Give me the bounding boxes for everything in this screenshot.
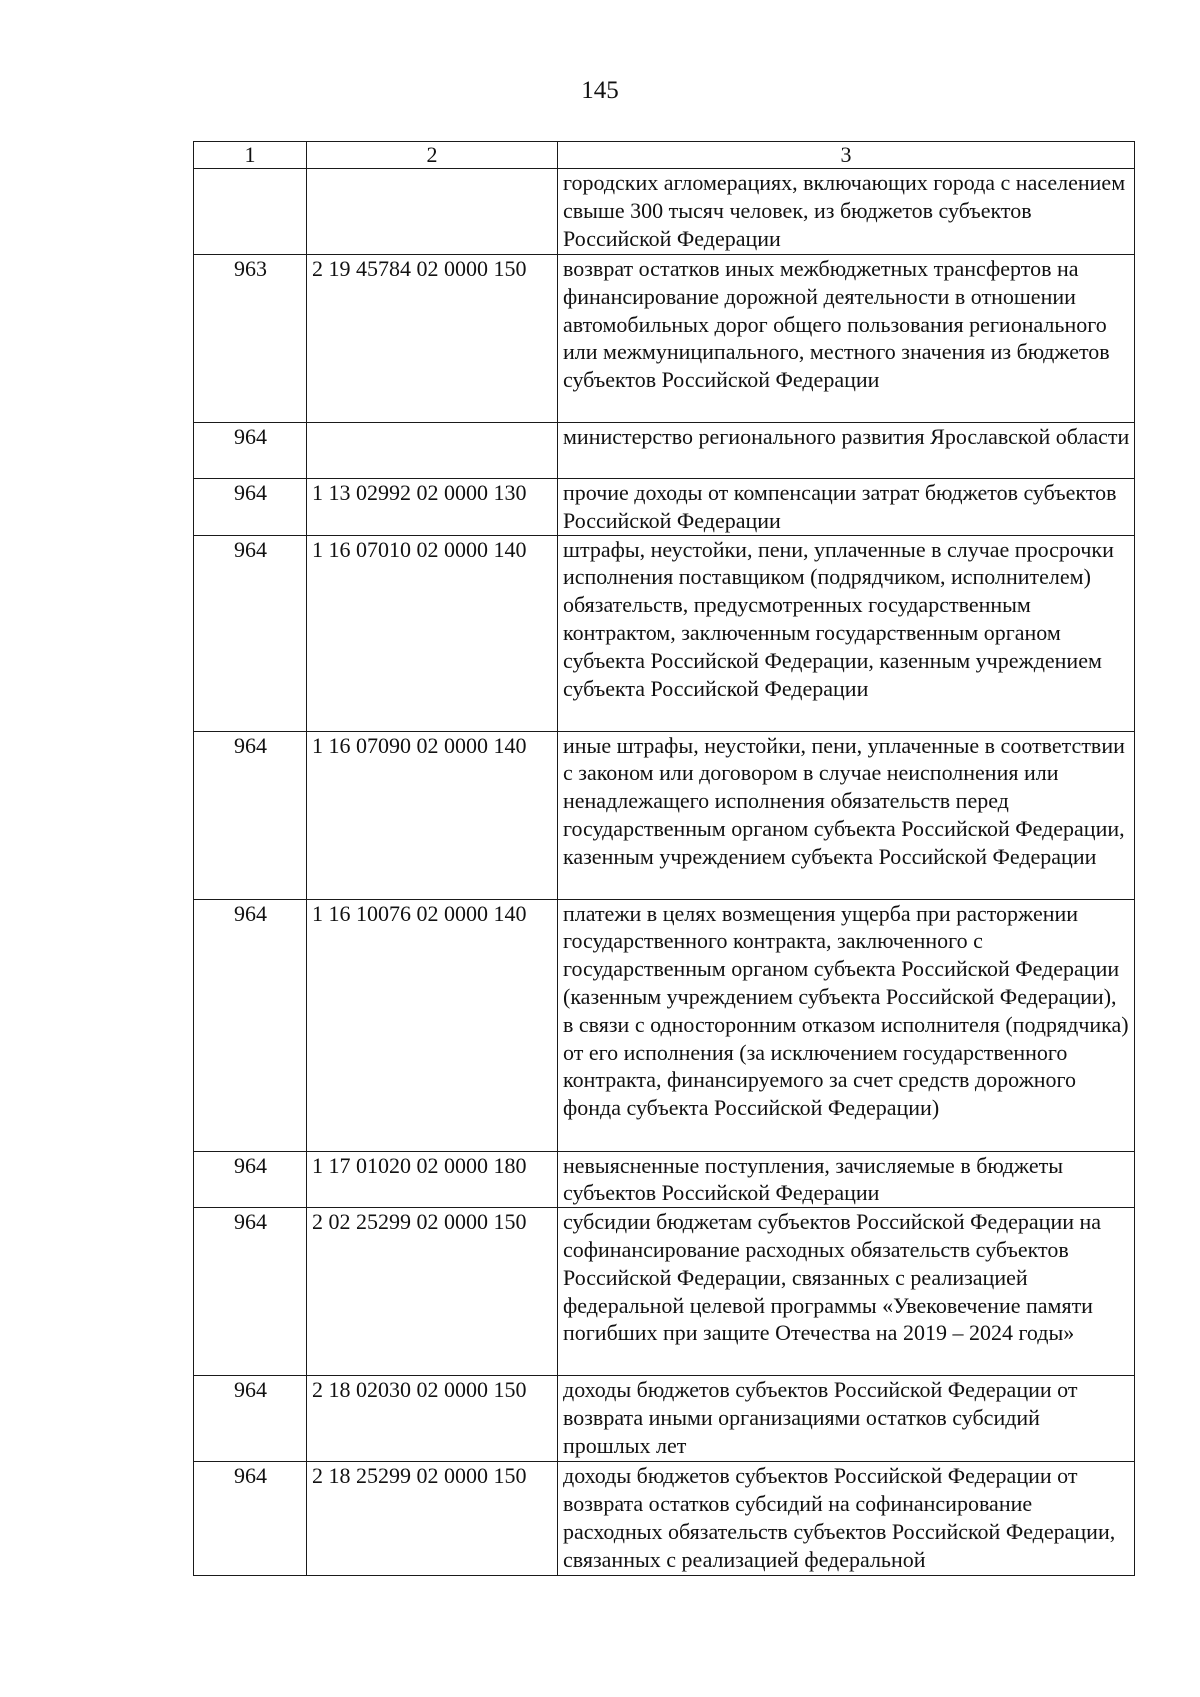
admin-code-cell: 964 [194,1208,307,1376]
admin-code-cell: 964 [194,899,307,1151]
income-name-cell: возврат остатков иных межбюджетных трансфертов на финансирование дорожной деятельности в отношении автомобильных дорог общего пользования регионального или межмуниципального, местного значения из бюджетов субъектов Российской Федерации [558,255,1135,423]
admin-code-cell: 964 [194,535,307,731]
admin-code-cell: 964 [194,1376,307,1462]
kbk-code-cell [307,423,558,479]
income-name-cell: субсидии бюджетам субъектов Российской Федерации на софинансирование расходных обязательств субъектов Российской Федерации, связанных с реализацией федеральной целевой программы «Увековечение памяти погибших при защите Отечества на 2019 – 2024 годы» [558,1208,1135,1376]
kbk-code-cell: 1 13 02992 02 0000 130 [307,479,558,536]
income-name-cell: доходы бюджетов субъектов Российской Федерации от возврата остатков субсидий на софинансирование расходных обязательств субъектов Российской Федерации, связанных с реализацией федеральной [558,1462,1135,1576]
income-name-cell: платежи в целях возмещения ущерба при расторжении государственного контракта, заключенного с государственным органом субъекта Российской Федерации (казенным учреждением субъекта Российской Федерации), в связи с односторонним отказом исполнителя (подрядчика) от его исполнения (за исключением государственного контракта, финансируемого за счет средств дорожного фонда субъекта Российской Федерации) [558,899,1135,1151]
admin-code-cell: 964 [194,479,307,536]
income-name-cell: невыясненные поступления, зачисляемые в бюджеты субъектов Российской Федерации [558,1151,1135,1208]
admin-code-cell: 964 [194,731,307,899]
table-header-row [194,142,1135,169]
table-row [194,899,1135,1151]
header-cell-col-2: 2 [307,142,558,169]
table-row [194,169,1135,255]
admin-code-cell: 964 [194,1151,307,1208]
income-name-cell: доходы бюджетов субъектов Российской Федерации от возврата иными организациями остатков субсидий прошлых лет [558,1376,1135,1462]
kbk-code-cell: 2 18 25299 02 0000 150 [307,1462,558,1576]
table-row [194,1151,1135,1208]
admin-code-cell: 964 [194,1462,307,1576]
kbk-code-cell: 2 18 02030 02 0000 150 [307,1376,558,1462]
income-name-cell: иные штрафы, неустойки, пени, уплаченные в соответствии с законом или договором в случае неисполнения или ненадлежащего исполнения обязательств перед государственным органом субъекта Российской Федерации, казенным учреждением субъекта Российской Федерации [558,731,1135,899]
income-name-cell: прочие доходы от компенсации затрат бюджетов субъектов Российской Федерации [558,479,1135,536]
revenue-classification-table [193,141,1135,1576]
kbk-code-cell: 2 19 45784 02 0000 150 [307,255,558,423]
table-row [194,731,1135,899]
admin-code-cell: 963 [194,255,307,423]
table-row [194,1462,1135,1576]
kbk-code-cell: 1 16 10076 02 0000 140 [307,899,558,1151]
table-row [194,1376,1135,1462]
header-cell-col-3: 3 [558,142,1135,169]
table-row [194,423,1135,479]
table-row [194,1208,1135,1376]
kbk-code-cell: 1 17 01020 02 0000 180 [307,1151,558,1208]
income-name-cell: министерство регионального развития Ярославской области [558,423,1135,479]
kbk-code-cell: 1 16 07090 02 0000 140 [307,731,558,899]
kbk-code-cell: 1 16 07010 02 0000 140 [307,535,558,731]
admin-code-cell [194,169,307,255]
kbk-code-cell [307,169,558,255]
table-row [194,479,1135,536]
income-name-cell: штрафы, неустойки, пени, уплаченные в случае просрочки исполнения поставщиком (подрядчиком, исполнителем) обязательств, предусмотренных государственным контрактом, заключенным государственным органом субъекта Российской Федерации, казенным учреждением субъекта Российской Федерации [558,535,1135,731]
admin-code-cell: 964 [194,423,307,479]
kbk-code-cell: 2 02 25299 02 0000 150 [307,1208,558,1376]
table-row [194,535,1135,731]
income-name-cell: городских агломерациях, включающих города с населением свыше 300 тысяч человек, из бюджетов субъектов Российской Федерации [558,169,1135,255]
page-number: 145 [581,77,619,104]
header-cell-col-1: 1 [194,142,307,169]
table-row [194,255,1135,423]
